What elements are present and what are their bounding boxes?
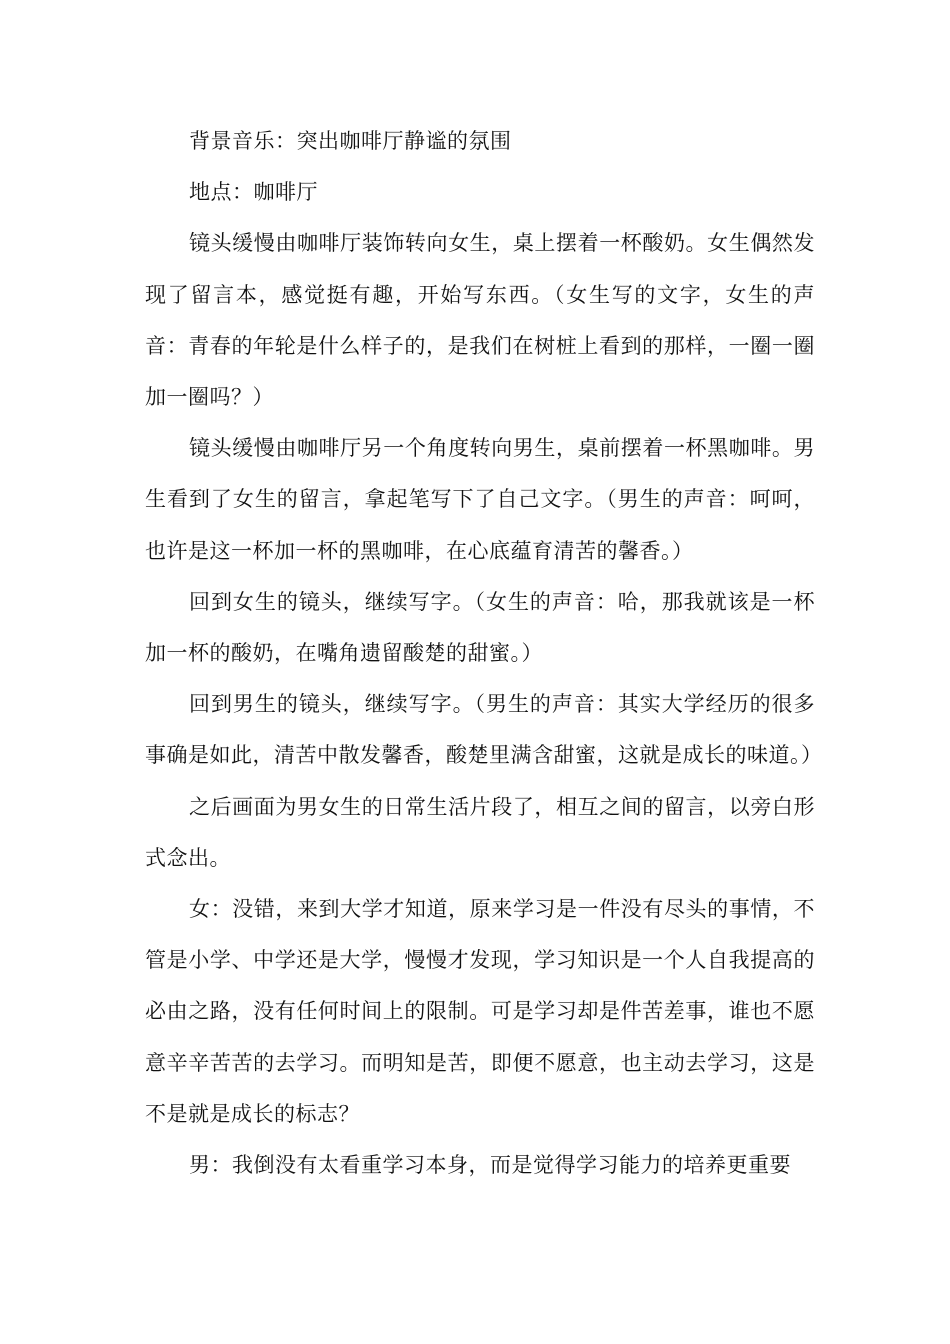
paragraph-girl-narration: 女：没错，来到大学才知道，原来学习是一件没有尽头的事情，不管是小学、中学还是大学，慢慢才发现，学习知识是一个人自我提高的必由之路，没有任何时间上的限制。可是学习却是件苦差事，谁也不愿意辛辛苦苦的去学习。而明知是苦，即便不愿意，也主动去学习，这是不是就是成长的标志？ xyxy=(145,897,815,1126)
paragraph-daily-life: 之后画面为男女生的日常生活片段了，相互之间的留言，以旁白形式念出。 xyxy=(145,794,815,870)
paragraph-back-to-girl: 回到女生的镜头，继续写字。（女生的声音：哈，那我就该是一杯加一杯的酸奶，在嘴角遗留酸楚的甜蜜。） xyxy=(145,589,815,666)
paragraph-scene-boy: 镜头缓慢由咖啡厅另一个角度转向男生，桌前摆着一杯黑咖啡。男生看到了女生的留言，拿起笔写下了自己文字。（男生的声音：呵呵，也许是这一杯加一杯的黑咖啡，在心底蕴育清苦的馨香。） xyxy=(145,436,815,563)
paragraph-scene-girl: 镜头缓慢由咖啡厅装饰转向女生，桌上摆着一杯酸奶。女生偶然发现了留言本，感觉挺有趣，开始写东西。（女生写的文字，女生的声音：青春的年轮是什么样子的，是我们在树桩上看到的那样，一圈一圈加一圈吗？） xyxy=(145,231,815,410)
document-body xyxy=(145,116,823,1191)
paragraph-boy-narration: 男：我倒没有太看重学习本身，而是觉得学习能力的培养更重要 xyxy=(189,1153,791,1178)
paragraph-location: 地点：咖啡厅 xyxy=(189,180,318,205)
paragraph-background-music: 背景音乐：突出咖啡厅静谧的氛围 xyxy=(189,129,512,153)
paragraph-back-to-boy: 回到男生的镜头，继续写字。（男生的声音：其实大学经历的很多事确是如此，清苦中散发馨香，酸楚里满含甜蜜，这就是成长的味道。） xyxy=(145,692,823,768)
